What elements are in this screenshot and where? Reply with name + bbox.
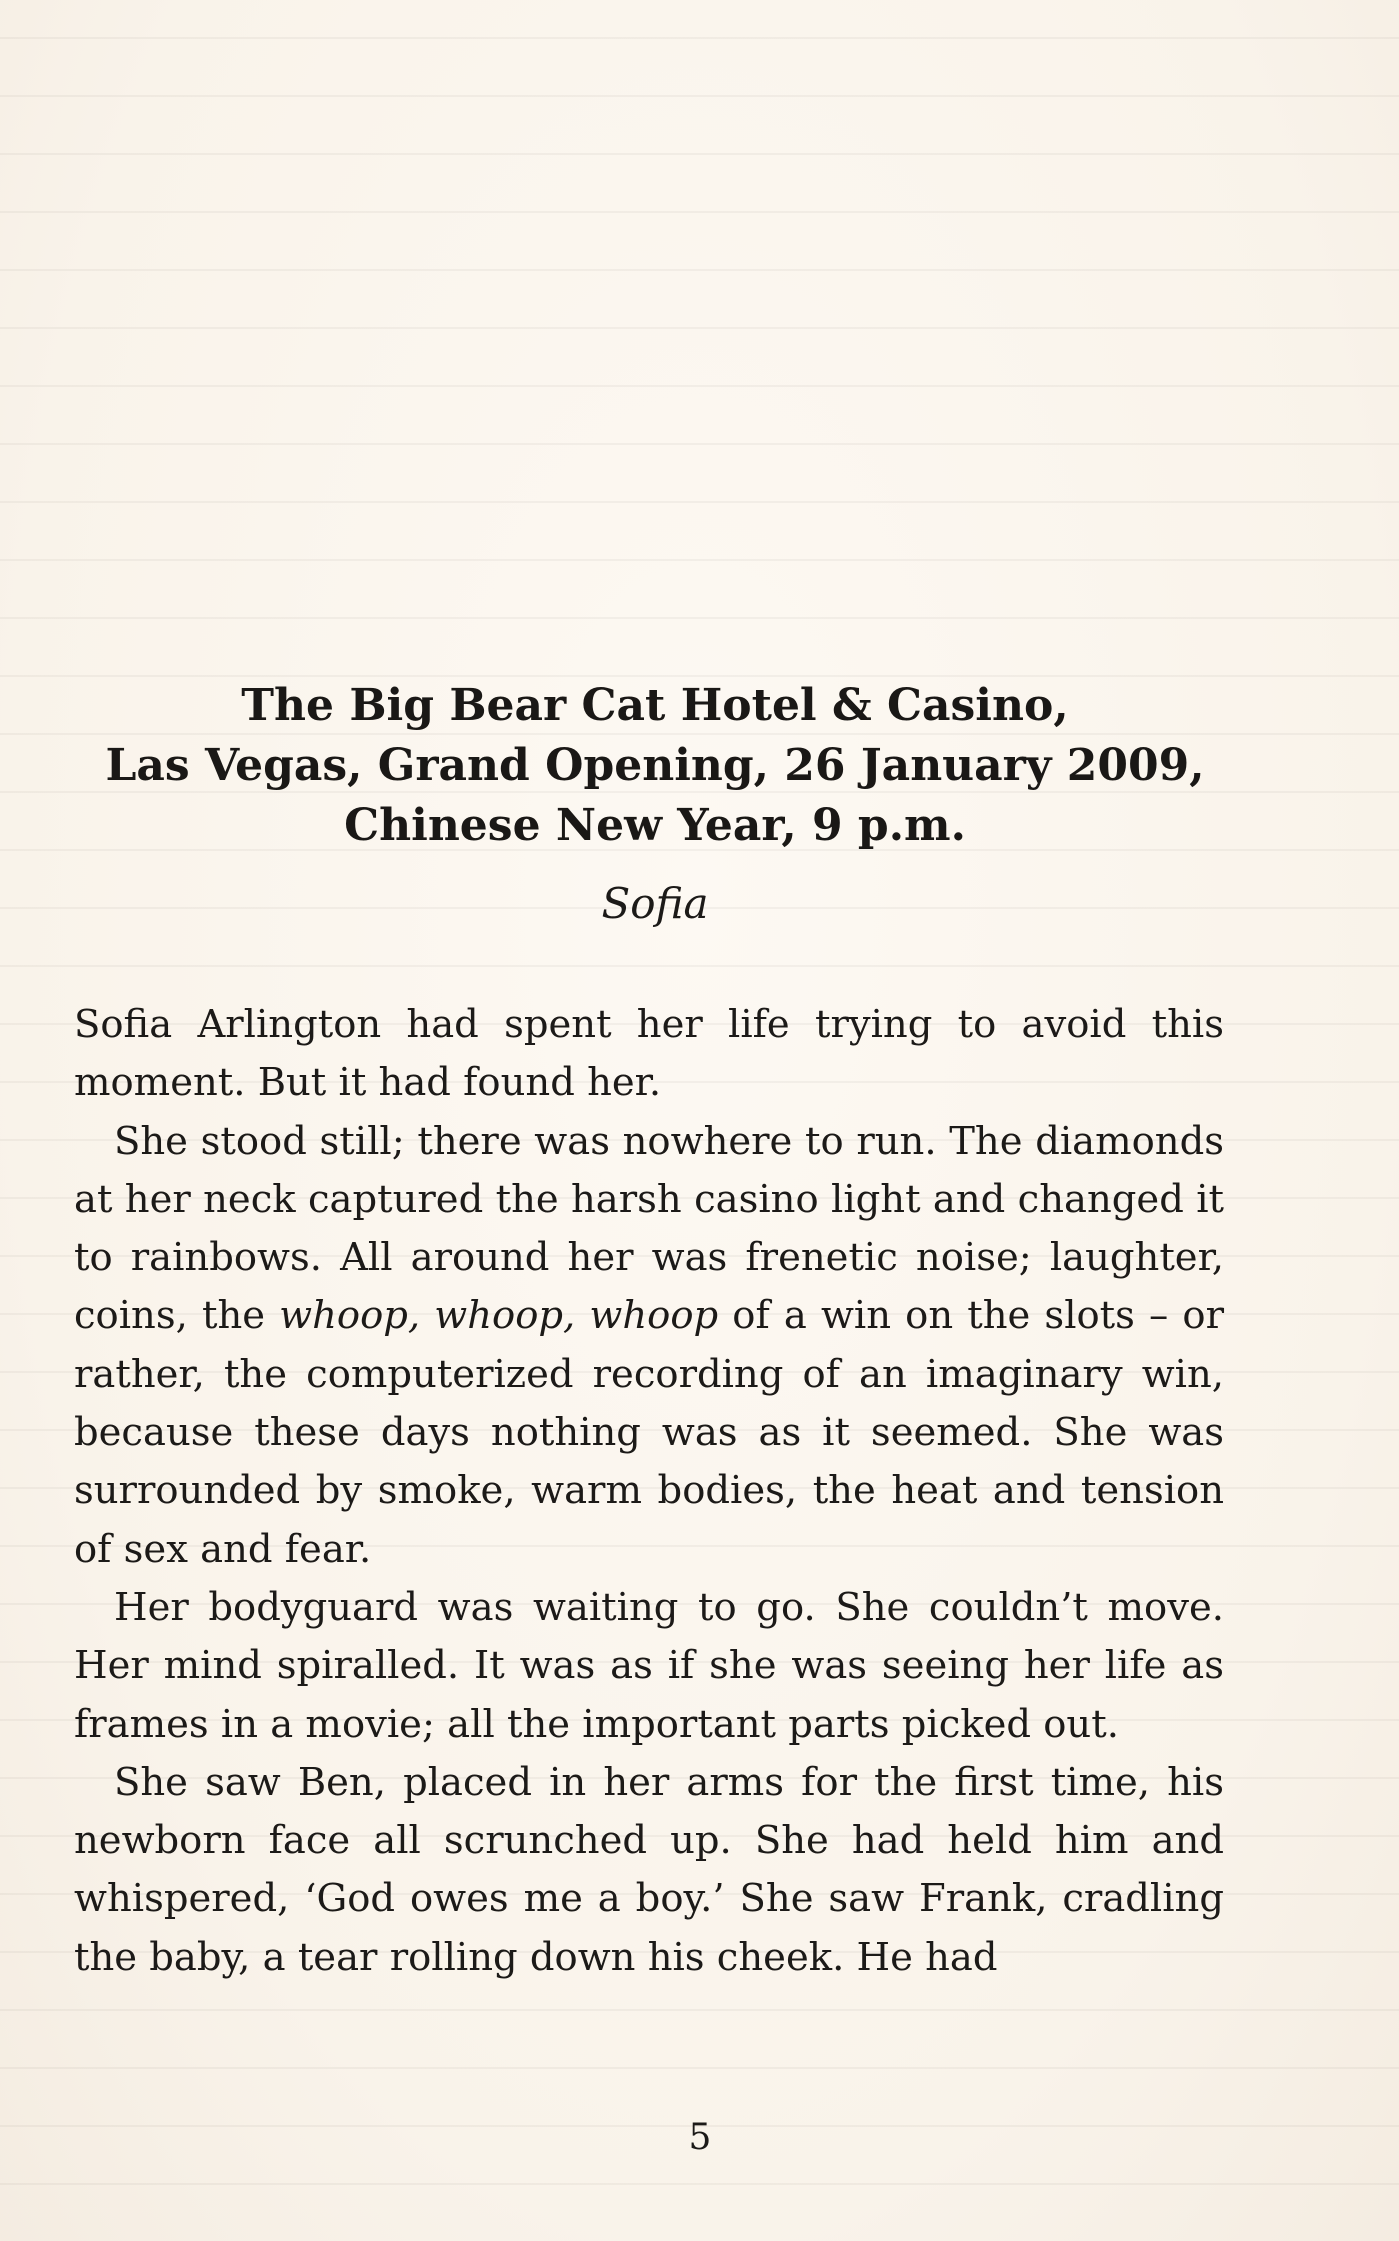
pov-character-name: Sofia xyxy=(601,879,709,928)
chapter-heading xyxy=(90,676,1220,856)
paragraph-2-text-end: of a win on the slots – or rather, the computerized recording of an imaginary win, because these days nothing was as it seemed. She was surrounded by smoke, warm bodies, the heat and tension of sex and fear. xyxy=(74,1293,1225,1572)
chapter-heading-line-3: Chinese New Year, 9 p.m. xyxy=(344,800,966,851)
chapter-heading-line-1: The Big Bear Cat Hotel & Casino, xyxy=(241,680,1069,731)
body-text xyxy=(74,996,1224,1987)
paragraph-4: She saw Ben, placed in her arms for the first time, his newborn face all scrunched up. She had held him and whispered, ‘God owes me a boy.’ She saw Frank, cradling the baby, a tear rolling down his cheek. He had xyxy=(74,1759,1224,1980)
paragraph-2 xyxy=(74,1113,1224,1579)
paragraph-1: Sofia Arlington had spent her life trying to avoid this moment. But it had found her. xyxy=(74,1002,1224,1106)
paragraph-2-italic-phrase: whoop, whoop, whoop xyxy=(279,1293,719,1339)
page-number: 5 xyxy=(688,2117,712,2158)
paragraph-2-text-start: She stood still; there was nowhere to run. The diamonds at her neck captured the harsh casino light and changed it to rainbows. All around her was frenetic noise; laughter, coins, the xyxy=(74,1118,1224,1339)
paragraph-3: Her bodyguard was waiting to go. She couldn’t move. Her mind spiralled. It was as if she was seeing her life as frames in a movie; all the important parts picked out. xyxy=(74,1584,1224,1747)
chapter-heading-line-2: Las Vegas, Grand Opening, 26 January 2009, xyxy=(105,740,1205,791)
